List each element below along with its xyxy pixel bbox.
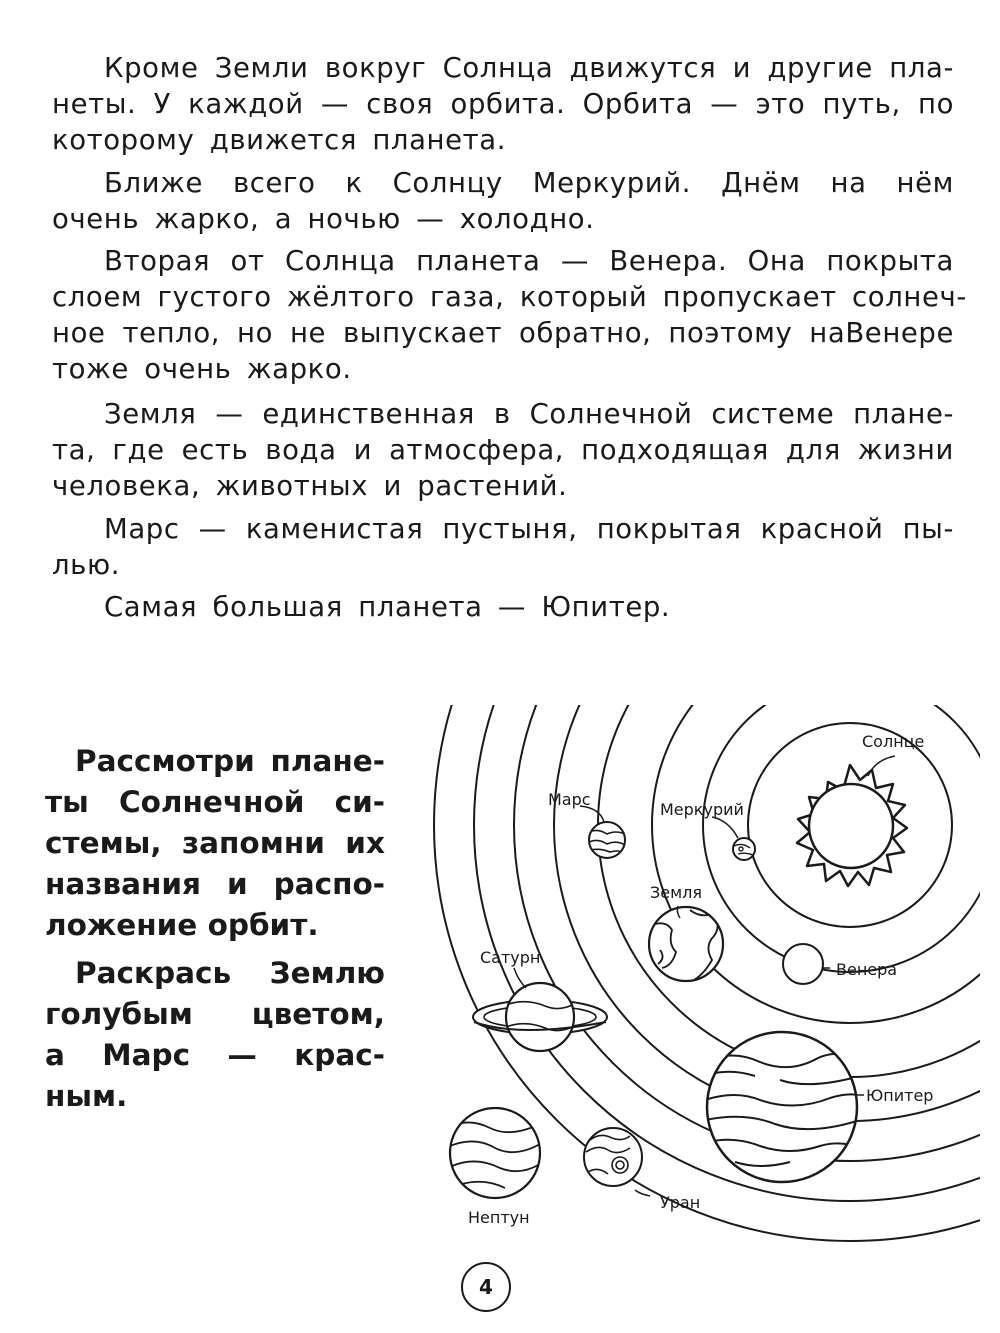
text-line: Вторая от Солнца планета — Венера. Она покрыта	[104, 245, 954, 277]
text-line: Земля — единственная в Солнечной системе плане-	[104, 398, 954, 430]
text-line: Кроме Земли вокруг Солнца движутся и другие пла-	[104, 52, 954, 84]
earth-icon	[649, 907, 723, 981]
label-venus: Венера	[836, 960, 898, 979]
text-line: Марс — каменистая пустыня, покрытая красной пы-	[104, 513, 954, 545]
text-line: Самая большая планета — Юпитер.	[104, 591, 671, 623]
label-earth: Земля	[650, 883, 703, 902]
label-mars: Марс	[548, 790, 591, 809]
solar-system-diagram	[400, 705, 980, 1250]
task-line: названия и распо-	[45, 867, 385, 901]
text-line: Ближе всего к Солнцу Меркурий. Днём на нём	[104, 167, 954, 199]
task-line: стемы, запомни их	[45, 826, 385, 860]
task-instruction-look	[45, 741, 385, 946]
task-line: голубым цветом,	[45, 997, 385, 1031]
task-instruction-color	[45, 953, 385, 1117]
label-uranus: Уран	[660, 1193, 701, 1212]
text-line: которому движется планета.	[52, 124, 507, 156]
label-jupiter: Юпитер	[866, 1086, 934, 1105]
text-line: слоем густого жёлтого газа, который пропускает солнеч-	[52, 281, 967, 313]
sun-icon	[774, 749, 926, 901]
task-line: Раскрась Землю	[75, 956, 385, 990]
mars-icon	[589, 822, 625, 858]
text-line: лью.	[52, 549, 121, 581]
text-line: неты. У каждой — своя орбита. Орбита — это путь, по	[52, 88, 954, 120]
venus-icon	[783, 944, 823, 984]
paragraph-intro	[52, 50, 954, 158]
task-line: а Марс — крас-	[45, 1038, 385, 1072]
label-mercury: Меркурий	[660, 800, 744, 819]
label-saturn: Сатурн	[480, 948, 541, 967]
task-line: Рассмотри плане-	[75, 744, 385, 778]
paragraph-jupiter	[52, 589, 954, 625]
label-neptune: Нептун	[468, 1208, 530, 1227]
saturn-icon	[473, 983, 607, 1051]
text-line: ное тепло, но не выпускает обратно, поэтому наВенере	[52, 317, 954, 349]
text-line: очень жарко, а ночью — холодно.	[52, 203, 595, 235]
uranus-icon	[584, 1128, 642, 1186]
task-line: ным.	[45, 1079, 128, 1113]
text-line: тоже очень жарко.	[52, 353, 352, 385]
task-line: ложение орбит.	[45, 908, 319, 942]
paragraph-earth	[52, 396, 954, 504]
page-number: 4	[461, 1262, 511, 1312]
label-sun: Солнце	[862, 732, 925, 751]
paragraph-mercury	[52, 165, 954, 237]
text-line: человека, животных и растений.	[52, 470, 568, 502]
text-line: та, где есть вода и атмосфера, подходящая для жизни	[52, 434, 954, 466]
jupiter-icon	[705, 1032, 860, 1182]
mercury-icon	[733, 838, 755, 860]
paragraph-mars	[52, 511, 954, 583]
neptune-icon	[450, 1108, 540, 1198]
task-line: ты Солнечной си-	[45, 785, 385, 819]
paragraph-venus	[52, 243, 967, 387]
